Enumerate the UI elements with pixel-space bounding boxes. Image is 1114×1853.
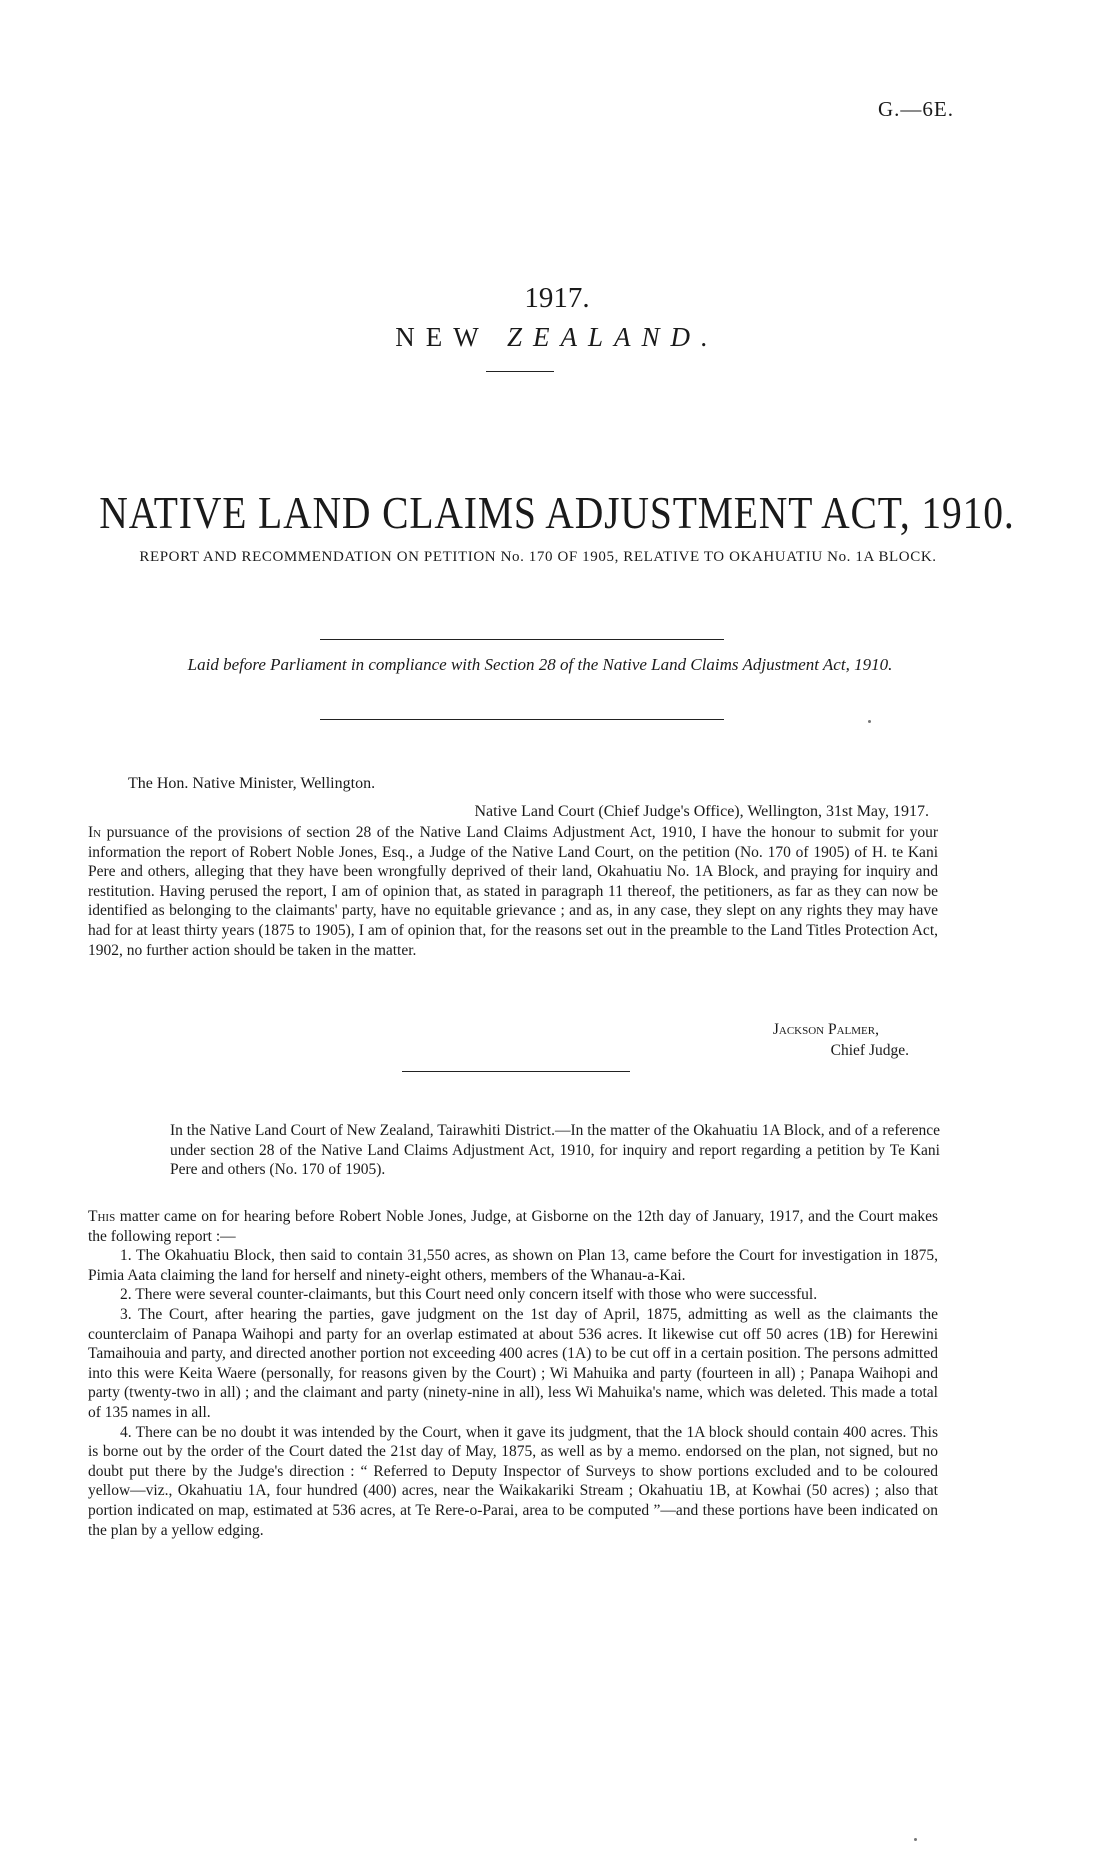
country-word-zealand: ZEALAND. bbox=[506, 322, 719, 352]
signatory-title: Chief Judge. bbox=[830, 1042, 909, 1059]
country-heading bbox=[0, 322, 1114, 353]
paper-reference: G.—6E. bbox=[878, 97, 954, 121]
signatory-name: Jackson Palmer, bbox=[772, 1021, 879, 1038]
laid-before-note: Laid before Parliament in compliance with Section 28 of the Native Land Claims Adjustment Act, 1910. bbox=[187, 655, 893, 674]
letter-body bbox=[88, 823, 938, 960]
speck-mark bbox=[868, 720, 871, 723]
report-paragraph-4: 4. There can be no doubt it was intended by the Court, when it gave its judgment, that the 1A block should contain 400 acres. This is borne out by the order of the Court dated the 21st day of May, 1875, as well as by a memo. endorsed on the plan, not signed, but no doubt put there by the Judge's direction : “ Referred to Deputy Inspector of Surveys to show portions excluded and to be coloured yellow—viz., Okahuatiu 1A, four hundred (400) acres, near the Waikakariki Stream ; Okahuatiu 1B, at Kowhai (50 acres) ; also that portion indicated on map, estimated at 536 acres, at Te Rere-o-Parai, area to be computed ”—and these portions have been indicated on the plan by a yellow edging. bbox=[88, 1423, 938, 1539]
letter-addressee: The Hon. Native Minister, Wellington. bbox=[128, 775, 376, 792]
letter-opening-word: In bbox=[88, 824, 102, 841]
report-paragraph-1: 1. The Okahuatiu Block, then said to contain 31,550 acres, as shown on Plan 13, came before the Court for investigation in 1875, Pimia Aata claiming the land for herself and ninety-eight others, members of the Whanau-a-Kai. bbox=[88, 1247, 938, 1284]
divider-below-laid bbox=[320, 719, 724, 720]
country-word-new: NEW bbox=[395, 322, 490, 352]
report-intro bbox=[88, 1207, 938, 1246]
report-intro-text: matter came on for hearing before Robert Noble Jones, Judge, at Gisborne on the 12th day of January, 1917, and the Court makes the following report :— bbox=[88, 1208, 938, 1245]
report-paragraph-3: 3. The Court, after hearing the parties, gave judgment on the 1st day of April, 1875, admitting as well as the claimants the counterclaim of Panapa Waihopi and party for an overlap estimated at about 536 acres. It likewise cut off 50 acres (1B) for Herewini Tamaihouia and party, and directed another portion not exceeding 400 acres (1A) to be cut off in a certain position. The persons admitted into this were Keita Waere (personally, for reasons given by the Court) ; Wi Mahuika and party (fourteen in all) ; Panapa Waihopi and party (twenty-two in all) ; and the claimant and party (ninety-nine in all), less Wi Mahuika's name, which was deleted. This made a total of 135 names in all. bbox=[88, 1305, 938, 1421]
document-subtitle: REPORT AND RECOMMENDATION ON PETITION No. 170 OF 1905, RELATIVE TO OKAHUATIU No. 1A BLOCK. bbox=[139, 549, 937, 565]
report-paragraph-2: 2. There were several counter-claimants, but this Court need only concern itself with those who were successful. bbox=[120, 1286, 818, 1304]
divider-above-laid bbox=[320, 639, 724, 640]
report-caption: In the Native Land Court of New Zealand, Tairawhiti District.—In the matter of the Okahuatiu 1A Block, and of a reference under section 28 of the Native Land Claims Adjustment Act, 1910, for inquiry and report regarding a petition by Te Kani Pere and others (No. 170 of 1905). bbox=[170, 1122, 940, 1179]
short-divider bbox=[486, 371, 554, 372]
report-intro-word: This bbox=[88, 1208, 116, 1225]
document-title: NATIVE LAND CLAIMS ADJUSTMENT ACT, 1910. bbox=[99, 487, 1015, 538]
report-body bbox=[88, 1207, 938, 1540]
speck-mark-bottom bbox=[914, 1838, 917, 1841]
letter-body-text: pursuance of the provisions of section 28 of the Native Land Claims Adjustment Act, 1910, I have the honour to submit for your information the report of Robert Noble Jones, Esq., a Judge of the Native Land Court, on the petition (No. 170 of 1905) of H. te Kani Pere and others, alleging that they have been wrongfully deprived of their land, Okahuatiu No. 1A Block, and praying for inquiry and restitution. Having perused the report, I am of opinion that, as stated in paragraph 11 thereof, the petitioners, as far as they can now be identified as belonging to the claimants' party, have no equitable grievance ; and as, in any case, they slept on any rights they may have had for at least thirty years (1875 to 1905), I am of opinion that, for the reasons set out in the preamble to the Land Titles Protection Act, 1902, no further action should be taken in the matter. bbox=[88, 824, 939, 959]
letter-dateline: Native Land Court (Chief Judge's Office), Wellington, 31st May, 1917. bbox=[474, 803, 929, 820]
year: 1917. bbox=[524, 282, 590, 314]
section-divider bbox=[402, 1071, 630, 1072]
